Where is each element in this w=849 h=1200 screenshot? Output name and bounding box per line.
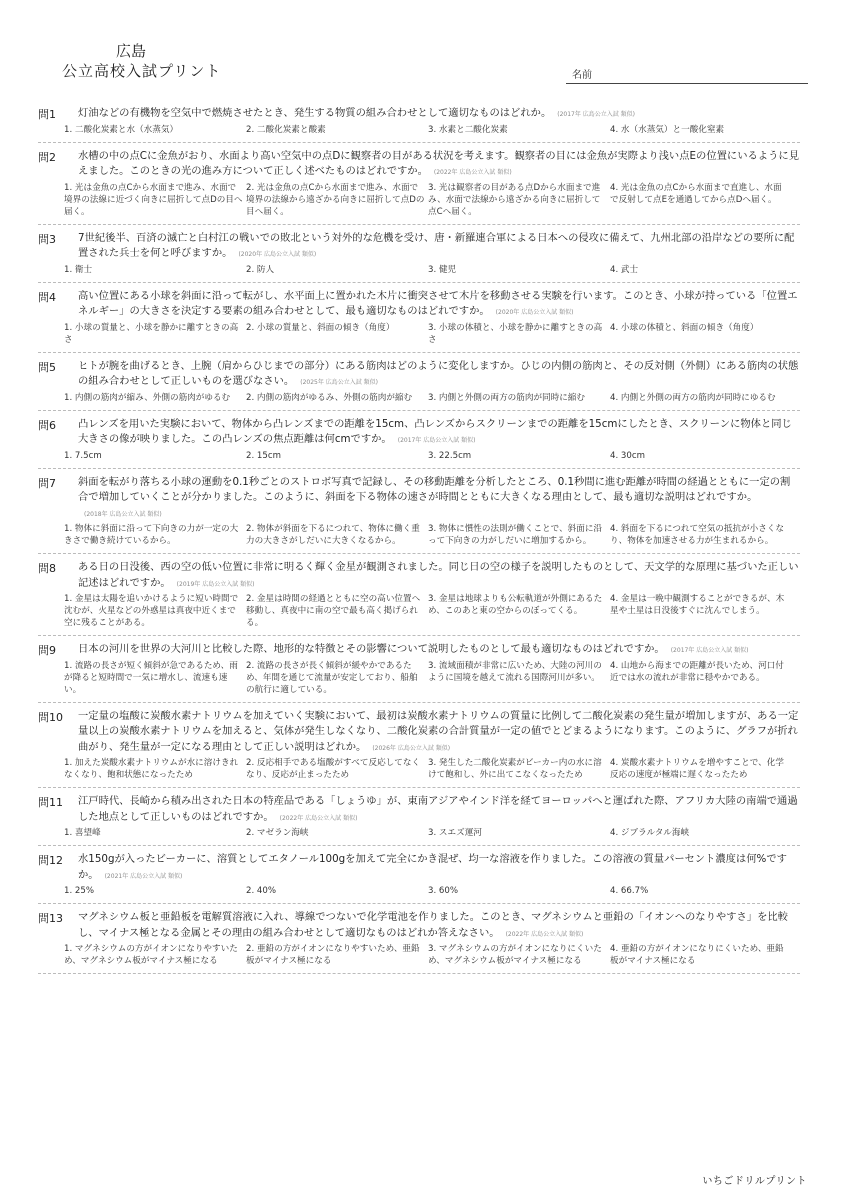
answer-option[interactable]: 4. 30cm xyxy=(610,450,645,461)
answer-option[interactable]: 1. 二酸化炭素と水（水蒸気） xyxy=(64,124,179,135)
question-text: 一定量の塩酸に炭酸水素ナトリウムを加えていく実験において、最初は炭酸水素ナトリウムの質量に比例して二酸化炭素の発生量が増加しますが、ある一定量以上の炭酸水素ナトリウムを加えると、気体が発生しなくなり、二酸化炭素の合計質量が一定の値でとどまるようになります。このように、グラフが折れ曲がり、発生量が一定になる理由として正しい説明はどれか。 xyxy=(78,709,799,753)
answer-options xyxy=(64,392,800,404)
question-block xyxy=(38,100,800,143)
answer-options xyxy=(64,943,800,967)
answer-option[interactable]: 4. 斜面を下るにつれて空気の抵抗が小さくなり、物体を加速させる力が生まれるから。 xyxy=(610,524,785,546)
question-stem xyxy=(78,149,800,181)
answer-option[interactable]: 2. 内側の筋肉がゆるみ、外側の筋肉が縮む xyxy=(246,392,413,403)
question-block xyxy=(38,283,800,353)
question-source: (2017年 広島公立入試 類似) xyxy=(557,111,636,118)
question-source: (2021年 広島公立入試 類似) xyxy=(104,872,183,880)
answer-option[interactable]: 2. 金星は時間の経過とともに空の高い位置へ移動し、真夜中に南の空で最も高く掲げられる。 xyxy=(246,594,421,628)
answer-option[interactable]: 1. 加えた炭酸水素ナトリウムが水に溶けきれなくなり、飽和状態になったため xyxy=(64,758,239,780)
question-source: (2020年 広島公立入試 類似) xyxy=(495,309,574,316)
question-block xyxy=(38,788,800,846)
question-number: 問5 xyxy=(38,360,56,374)
answer-option[interactable]: 4. ジブラルタル海峡 xyxy=(610,828,690,838)
answer-option[interactable]: 3. 60% xyxy=(428,886,459,896)
answer-option[interactable]: 3. 物体に慣性の法則が働くことで、斜面に沿って下向きの力がしだいに増加するから。 xyxy=(428,524,603,546)
question-source: (2019年 広島公立入試 類似) xyxy=(176,580,255,588)
question-text: 灯油などの有機物を空気中で燃焼させたとき、発生する物質の組み合わせとして適切なものはどれか。 xyxy=(78,107,552,119)
question-text: ヒトが腕を曲げるとき、上腕（肩からひじまでの部分）にある筋肉はどのように変化しますか。ひじの内側の筋肉と、その反対側（外側）にある筋肉の状態の組み合わせとして正しいものを選びなさい。 xyxy=(78,359,799,387)
question-stem xyxy=(78,852,800,884)
question-source: (2022年 広島公立入試 類似) xyxy=(433,169,512,176)
question-source: (2022年 広島公立入試 類似) xyxy=(505,930,584,938)
question-stem xyxy=(78,231,800,263)
answer-option[interactable]: 3. スエズ運河 xyxy=(428,828,482,838)
answer-option[interactable]: 4. 光は金魚の点Cから水面まで直進し、水面で反射して点Eを通過してから点Dへ届く。 xyxy=(610,182,782,205)
answer-option[interactable]: 2. 亜鉛の方がイオンになりやすいため、亜鉛板がマイナス極になる xyxy=(246,944,420,966)
answer-option[interactable]: 2. 40% xyxy=(246,886,277,896)
question-stem xyxy=(78,289,800,321)
answer-option[interactable]: 2. 物体が斜面を下るにつれて、物体に働く重力の大きさがしだいに大きくなるから。 xyxy=(246,524,420,546)
question-block xyxy=(38,143,800,225)
answer-option[interactable]: 4. 山地から海までの距離が長いため、河口付近では水の流れが非常に穏やかである。 xyxy=(610,660,784,683)
question-block xyxy=(38,554,800,636)
question-number: 問3 xyxy=(38,232,56,246)
question-stem xyxy=(78,642,800,659)
question-source: (2022年 広島公立入試 類似) xyxy=(279,814,358,822)
answer-option[interactable]: 3. マグネシウムの方がイオンになりにくいため、マグネシウム板がマイナス極になる xyxy=(428,944,602,966)
answer-option[interactable]: 4. 小球の体積と、斜面の傾き（角度） xyxy=(610,322,759,333)
answer-option[interactable]: 3. 健児 xyxy=(428,264,457,275)
question-block xyxy=(38,846,800,904)
question-number: 問10 xyxy=(38,710,63,724)
question-block xyxy=(38,353,800,411)
footer-brand: いちごドリルプリント xyxy=(702,1176,807,1187)
answer-option[interactable]: 1. 金星は太陽を追いかけるように短い時間で沈むが、火星などの外惑星は真夜中近くまで空に残ることがある。 xyxy=(64,594,239,628)
question-text: 水槽の中の点Cに金魚がおり、水面より高い空気中の点Dに観察者の目がある状況を考えます。観察者の目には金魚が実際より浅い点Eの位置にいるように見えました。このときの光の進み方について正しく述べたものはどれですか。 xyxy=(78,149,799,177)
question-number: 問4 xyxy=(38,290,56,304)
answer-option[interactable]: 2. 小球の質量と、斜面の傾き（角度） xyxy=(246,322,395,333)
question-text: 高い位置にある小球を斜面に沿って転がし、水平面上に置かれた木片に衝突させて木片を移動させる実験を行います。このとき、小球が持っている「位置エネルギー」の大きさを決定する要素の組み合わせとして、最も適切なものはどれですか。 xyxy=(78,289,798,317)
answer-option[interactable]: 2. 防人 xyxy=(246,264,275,275)
question-block xyxy=(38,469,800,555)
region-label: 広島 xyxy=(116,42,147,60)
answer-options xyxy=(64,827,800,839)
question-number: 問1 xyxy=(38,108,56,121)
page-title: 公立高校入試プリント xyxy=(62,62,222,80)
answer-option[interactable]: 1. 7.5cm xyxy=(64,450,102,461)
answer-option[interactable]: 2. マゼラン海峡 xyxy=(246,828,309,838)
question-source: (2017年 広島公立入試 類似) xyxy=(397,437,476,444)
question-source: (2017年 広島公立入試 類似) xyxy=(670,647,749,654)
name-label: 名前 xyxy=(572,70,592,81)
answer-option[interactable]: 1. 小球の質量と、小球を静かに離すときの高さ xyxy=(64,322,239,345)
answer-option[interactable]: 4. 水（水蒸気）と一酸化窒素 xyxy=(610,124,725,135)
answer-option[interactable]: 2. 二酸化炭素と酸素 xyxy=(246,124,326,135)
question-source: (2020年 広島公立入試 類似) xyxy=(238,251,317,258)
question-block xyxy=(38,703,800,789)
answer-option[interactable]: 4. 66.7% xyxy=(610,886,649,896)
question-number: 問11 xyxy=(38,796,63,809)
answer-option[interactable]: 4. 亜鉛の方がイオンになりにくいため、亜鉛板がマイナス極になる xyxy=(610,944,784,966)
answer-options xyxy=(64,757,800,781)
question-block xyxy=(38,636,800,703)
answer-option[interactable]: 3. 光は観察者の目がある点Dから水面まで進み、水面で法線から遠ざかる向きに屈折して点Cへ届く。 xyxy=(428,182,601,217)
answer-options xyxy=(64,124,800,136)
answer-option[interactable]: 4. 金星は一晩中観測することができるが、木星や土星は日没後すぐに沈んでしまう。 xyxy=(610,594,785,616)
question-source: (2025年 広島公立入試 類似) xyxy=(300,379,379,386)
question-stem xyxy=(78,417,800,449)
page-header xyxy=(0,0,849,95)
answer-option[interactable]: 1. 25% xyxy=(64,886,95,896)
answer-options xyxy=(64,264,800,276)
answer-options xyxy=(64,593,800,629)
question-source: (2026年 広島公立入試 類似) xyxy=(372,744,451,752)
question-number: 問8 xyxy=(38,562,56,575)
question-list xyxy=(38,100,800,974)
answer-option[interactable]: 3. 22.5cm xyxy=(428,450,472,461)
question-number: 問13 xyxy=(38,912,63,925)
question-text: 日本の河川を世界の大河川と比較した際、地形的な特徴とその影響について説明したものとして最も適切なものはどれですか。 xyxy=(78,643,665,655)
question-block xyxy=(38,225,800,283)
answer-option[interactable]: 1. 物体に斜面に沿って下向きの力が一定の大きさで働き続けているから。 xyxy=(64,524,239,546)
answer-option[interactable]: 4. 内側と外側の両方の筋肉が同時にゆるむ xyxy=(610,392,776,403)
name-field[interactable] xyxy=(566,64,808,84)
answer-option[interactable]: 1. 光は金魚の点Cから水面まで進み、水面で境界の法線に近づく向きに屈折して点Dの目へ届く。 xyxy=(64,182,243,217)
question-source: (2018年 広島公立入試 類似) xyxy=(84,510,162,518)
answer-option[interactable]: 2. 反応相手である塩酸がすべて反応してなくなり、反応が止まったため xyxy=(246,758,421,780)
answer-options xyxy=(64,660,800,696)
question-stem xyxy=(78,359,800,391)
question-text: 7世紀後半、百済の滅亡と白村江の戦いでの敗北という対外的な危機を受け、唐・新羅連合軍による日本への侵攻に備えて、九州北部の沿岸などの要所に配置された兵士を何と呼びますか。 xyxy=(78,231,795,259)
answer-options xyxy=(64,182,800,218)
answer-option[interactable]: 2. 光は金魚の点Cから水面まで進み、水面で境界の法線から遠ざかる向きに屈折して点Dの目へ届く。 xyxy=(246,182,425,217)
question-block xyxy=(38,904,800,974)
answer-options xyxy=(64,322,800,346)
question-number: 問12 xyxy=(38,854,63,867)
question-text: 江戸時代、長崎から積み出された日本の特産品である「しょうゆ」が、東南アジアやインド洋を経てヨーロッパへと運ばれた際、アフリカ大陸の南端で通過した地点として正しいものはどれですか。 xyxy=(78,795,798,823)
question-number: 問2 xyxy=(38,150,56,164)
answer-option[interactable]: 3. 水素と二酸化炭素 xyxy=(428,124,508,135)
question-number: 問7 xyxy=(38,476,56,490)
question-stem xyxy=(78,910,800,942)
answer-option[interactable]: 1. 衛士 xyxy=(64,264,93,275)
answer-option[interactable]: 4. 武士 xyxy=(610,264,639,275)
question-text: 斜面を転がり落ちる小球の運動を0.1秒ごとのストロボ写真で記録し、その移動距離を分析したところ、0.1秒間に進む距離が時間の経過とともに一定の割合で増加していくことが分かりました。このように、斜面を下る物体の速さが時間とともに大きくなる理由として、最も適切な説明はどれですか。 xyxy=(78,475,791,503)
question-text: マグネシウム板と亜鉛板を電解質溶液に入れ、導線でつないで化学電池を作りました。このとき、マグネシウムと亜鉛の「イオンへのなりやすさ」を比較し、マイナス極となる金属とその理由の組み合わせとして適切なものはどれか答えなさい。 xyxy=(78,911,788,939)
question-stem xyxy=(78,106,800,123)
question-stem xyxy=(78,475,800,523)
question-text: 水150gが入ったビーカーに、溶質としてエタノール100gを加えて完全にかき混ぜ、均一な溶液を作りました。この溶液の質量パーセント濃度は何%ですか。 xyxy=(78,853,787,881)
answer-option[interactable]: 1. マグネシウムの方がイオンになりやすいため、マグネシウム板がマイナス極になる xyxy=(64,944,238,966)
answer-option[interactable]: 3. 金星は地球よりも公転軌道が外側にあるため、このあと東の空からのぼってくる。 xyxy=(428,594,603,616)
question-number: 問9 xyxy=(38,644,56,657)
question-text: ある日の日没後、西の空の低い位置に非常に明るく輝く金星が観測されました。同じ日の空の様子を説明したものとして、天文学的な原理に基づいた正しい記述はどれですか。 xyxy=(78,561,799,589)
answer-option[interactable]: 3. 発生した二酸化炭素がビーカー内の水に溶けて飽和し、外に出てこなくなったため xyxy=(428,758,602,780)
question-stem xyxy=(78,560,800,592)
answer-option[interactable]: 1. 内側の筋肉が縮み、外側の筋肉がゆるむ xyxy=(64,392,231,403)
answer-option[interactable]: 2. 15cm xyxy=(246,450,281,461)
question-stem xyxy=(78,709,800,757)
answer-options xyxy=(64,523,800,547)
answer-option[interactable]: 3. 内側と外側の両方の筋肉が同時に縮む xyxy=(428,392,586,403)
answer-option[interactable]: 1. 喜望峰 xyxy=(64,828,101,838)
answer-option[interactable]: 4. 炭酸水素ナトリウムを増やすことで、化学反応の速度が極端に遅くなったため xyxy=(610,758,784,780)
question-number: 問6 xyxy=(38,418,56,432)
question-stem xyxy=(78,794,800,826)
question-block xyxy=(38,411,800,469)
answer-options xyxy=(64,885,800,897)
answer-option[interactable]: 3. 小球の体積と、小球を静かに離すときの高さ xyxy=(428,322,603,345)
answer-option[interactable]: 3. 流域面積が非常に広いため、大陸の河川のように国境を越えて流れる国際河川が多い。 xyxy=(428,660,602,683)
answer-option[interactable]: 2. 流路の長さが長く傾斜が緩やかであるため、年間を通じて流量が安定しており、船舶の航行に適している。 xyxy=(246,660,418,695)
answer-option[interactable]: 1. 流路の長さが短く傾斜が急であるため、雨が降ると短時間で一気に増水し、流速も速い。 xyxy=(64,660,238,695)
question-text: 凸レンズを用いた実験において、物体から凸レンズまでの距離を15cm、凸レンズからスクリーンまでの距離を15cmにしたとき、スクリーンに物体と同じ大きさの像が映りました。この凸レンズの焦点距離は何cmですか。 xyxy=(78,417,792,445)
answer-options xyxy=(64,450,800,462)
